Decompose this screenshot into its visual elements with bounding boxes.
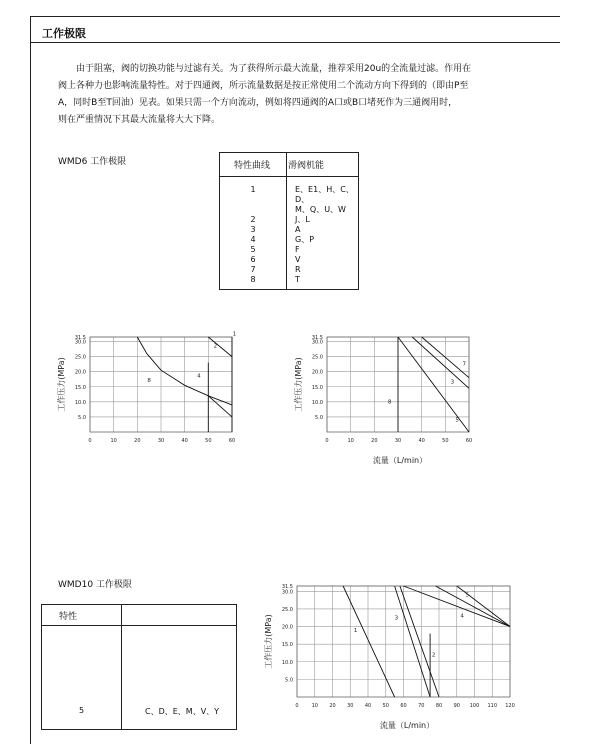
curve-label: 4 bbox=[197, 373, 201, 380]
curve-label: 4 bbox=[460, 613, 464, 620]
valve-functions: A bbox=[295, 225, 301, 234]
y-tick-label: 10.0 bbox=[311, 399, 323, 406]
intro-line: A，同时B至T回油）见表。如果只需一个方向流动，例如将四通阀的A口或B口堵死作为三通阀用时， bbox=[58, 98, 458, 108]
y-axis-label: 工作压力(MPa) bbox=[294, 357, 303, 412]
y-tick-label: 10.0 bbox=[74, 399, 86, 406]
curve-number: 7 bbox=[220, 265, 287, 275]
y-tick-label: 30.0 bbox=[311, 339, 323, 346]
x-tick-label: 50 bbox=[442, 438, 449, 444]
x-tick-label: 10 bbox=[347, 438, 354, 444]
x-tick-label: 40 bbox=[364, 703, 372, 709]
x-tick-label: 20 bbox=[134, 438, 141, 444]
x-tick-label: 10 bbox=[110, 438, 117, 444]
y-tick-label: 25.0 bbox=[311, 354, 323, 361]
series-line-2 bbox=[400, 586, 439, 697]
x-tick-label: 30 bbox=[394, 438, 402, 444]
x-tick-label: 20 bbox=[329, 703, 336, 709]
x-tick-label: 60 bbox=[228, 438, 236, 444]
valve-functions: E、E1、H、C、D、 bbox=[295, 185, 354, 204]
curve-label: 3 bbox=[450, 379, 455, 386]
curve-label: 1 bbox=[232, 331, 237, 338]
chart-wmd6-left bbox=[56, 331, 236, 444]
x-tick-label: 120 bbox=[505, 703, 515, 709]
header-curve: 特性曲线 bbox=[220, 153, 287, 177]
y-tick-label: 5.0 bbox=[285, 677, 293, 684]
valve-functions: F bbox=[295, 245, 300, 254]
curve-label: 8 bbox=[147, 378, 151, 385]
page-title: 工作极限 bbox=[42, 27, 86, 40]
curve-number: 8 bbox=[220, 275, 287, 290]
series-line-1 bbox=[343, 586, 395, 697]
x-tick-label: 0 bbox=[88, 438, 92, 444]
y-tick-label: 15.0 bbox=[281, 642, 293, 649]
curve-number: 5 bbox=[79, 706, 85, 715]
chart-wmd6-right bbox=[293, 335, 472, 465]
x-axis-label: 流量（L/min） bbox=[379, 721, 435, 730]
curve-label: 1 bbox=[353, 627, 358, 634]
chart-wmd10 bbox=[263, 584, 515, 730]
series-line-3 bbox=[395, 586, 431, 697]
curve-label: 2 bbox=[213, 343, 218, 350]
x-tick-label: 80 bbox=[435, 703, 443, 709]
intro-line: 由于阻塞，阀的切换功能与过滤有关。为了获得所示最大流量，推荐采用20u的全流量过滤。作用在 bbox=[76, 64, 472, 74]
x-tick-label: 30 bbox=[347, 703, 354, 709]
valve-functions: J、L bbox=[295, 215, 310, 224]
wmd10-section-label: WMD10 工作极限 bbox=[58, 580, 132, 590]
curve-number: 3 bbox=[220, 225, 287, 235]
x-tick-label: 90 bbox=[453, 703, 460, 709]
curve-number: 2 bbox=[220, 215, 287, 225]
x-tick-label: 40 bbox=[181, 438, 188, 444]
y-tick-label: 20.0 bbox=[311, 369, 323, 376]
x-tick-label: 110 bbox=[487, 703, 498, 709]
wmd6-section-label: WMD6 工作极限 bbox=[58, 157, 127, 167]
y-tick-label: 5.0 bbox=[315, 414, 323, 421]
curve-number: 5 bbox=[220, 245, 287, 255]
valve-functions: T bbox=[295, 275, 300, 284]
x-tick-label: 0 bbox=[325, 438, 329, 444]
x-tick-label: 40 bbox=[418, 438, 425, 444]
series-line-3 bbox=[412, 337, 469, 388]
curve-label: 8 bbox=[387, 399, 392, 406]
x-tick-label: 60 bbox=[465, 438, 473, 444]
y-tick-label: 25.0 bbox=[74, 354, 86, 361]
x-tick-label: 100 bbox=[469, 703, 480, 709]
y-tick-label: 25.0 bbox=[281, 606, 293, 613]
intro-line: 阀上各种力也影响流量特性。对于四通阀，所示流量数据是按正常使用二个流动方向下得到的（即由P至 bbox=[58, 81, 469, 91]
valve-functions: R bbox=[295, 265, 301, 274]
valve-functions: V bbox=[295, 255, 301, 264]
curve-label: 3 bbox=[394, 615, 399, 622]
y-tick-label: 31.5 bbox=[74, 335, 86, 341]
y-tick-label: 20.0 bbox=[74, 369, 86, 376]
curve-label: 2 bbox=[431, 652, 436, 659]
y-tick-label: 20.0 bbox=[281, 624, 293, 631]
series-line-2 bbox=[208, 337, 232, 357]
series-line-unlabeled bbox=[436, 586, 511, 627]
x-tick-label: 30 bbox=[157, 438, 165, 444]
y-axis-label: 工作压力(MPa) bbox=[264, 614, 273, 669]
header-curve: 特性 bbox=[59, 612, 78, 622]
y-tick-label: 30.0 bbox=[74, 339, 86, 346]
y-tick-label: 5.0 bbox=[78, 414, 86, 421]
header-function: 滑阀机能 bbox=[287, 153, 359, 177]
curve-number: 1 bbox=[220, 177, 287, 206]
x-tick-label: 50 bbox=[382, 703, 389, 709]
series-line-unlabeled bbox=[208, 396, 232, 417]
valve-functions: M、Q、U、W bbox=[295, 205, 346, 214]
valve-functions: G、P bbox=[295, 235, 315, 244]
curve-label: 5 bbox=[455, 417, 459, 424]
curve-label: 7 bbox=[462, 361, 467, 368]
x-axis-label: 流量（L/min） bbox=[372, 456, 428, 465]
valve-functions: C、D、E、M、V、Y bbox=[145, 707, 220, 716]
y-tick-label: 31.5 bbox=[281, 584, 293, 590]
curve-label: 5 bbox=[465, 592, 470, 599]
curve-number: 6 bbox=[220, 255, 287, 265]
x-tick-label: 10 bbox=[311, 703, 318, 709]
y-tick-label: 31.5 bbox=[311, 335, 323, 341]
x-tick-label: 20 bbox=[371, 438, 378, 444]
curve-number: 4 bbox=[220, 235, 287, 245]
y-axis-label: 工作压力(MPa) bbox=[57, 357, 66, 412]
y-tick-label: 30.0 bbox=[281, 589, 293, 596]
y-tick-label: 15.0 bbox=[74, 384, 86, 391]
y-tick-label: 10.0 bbox=[281, 659, 293, 666]
x-tick-label: 60 bbox=[400, 703, 407, 709]
x-tick-label: 70 bbox=[418, 703, 425, 709]
intro-line: 则在严重情况下其最大流量将大大下降。 bbox=[58, 115, 221, 125]
x-tick-label: 50 bbox=[205, 438, 212, 444]
y-tick-label: 15.0 bbox=[311, 384, 323, 391]
x-tick-label: 0 bbox=[295, 703, 299, 709]
